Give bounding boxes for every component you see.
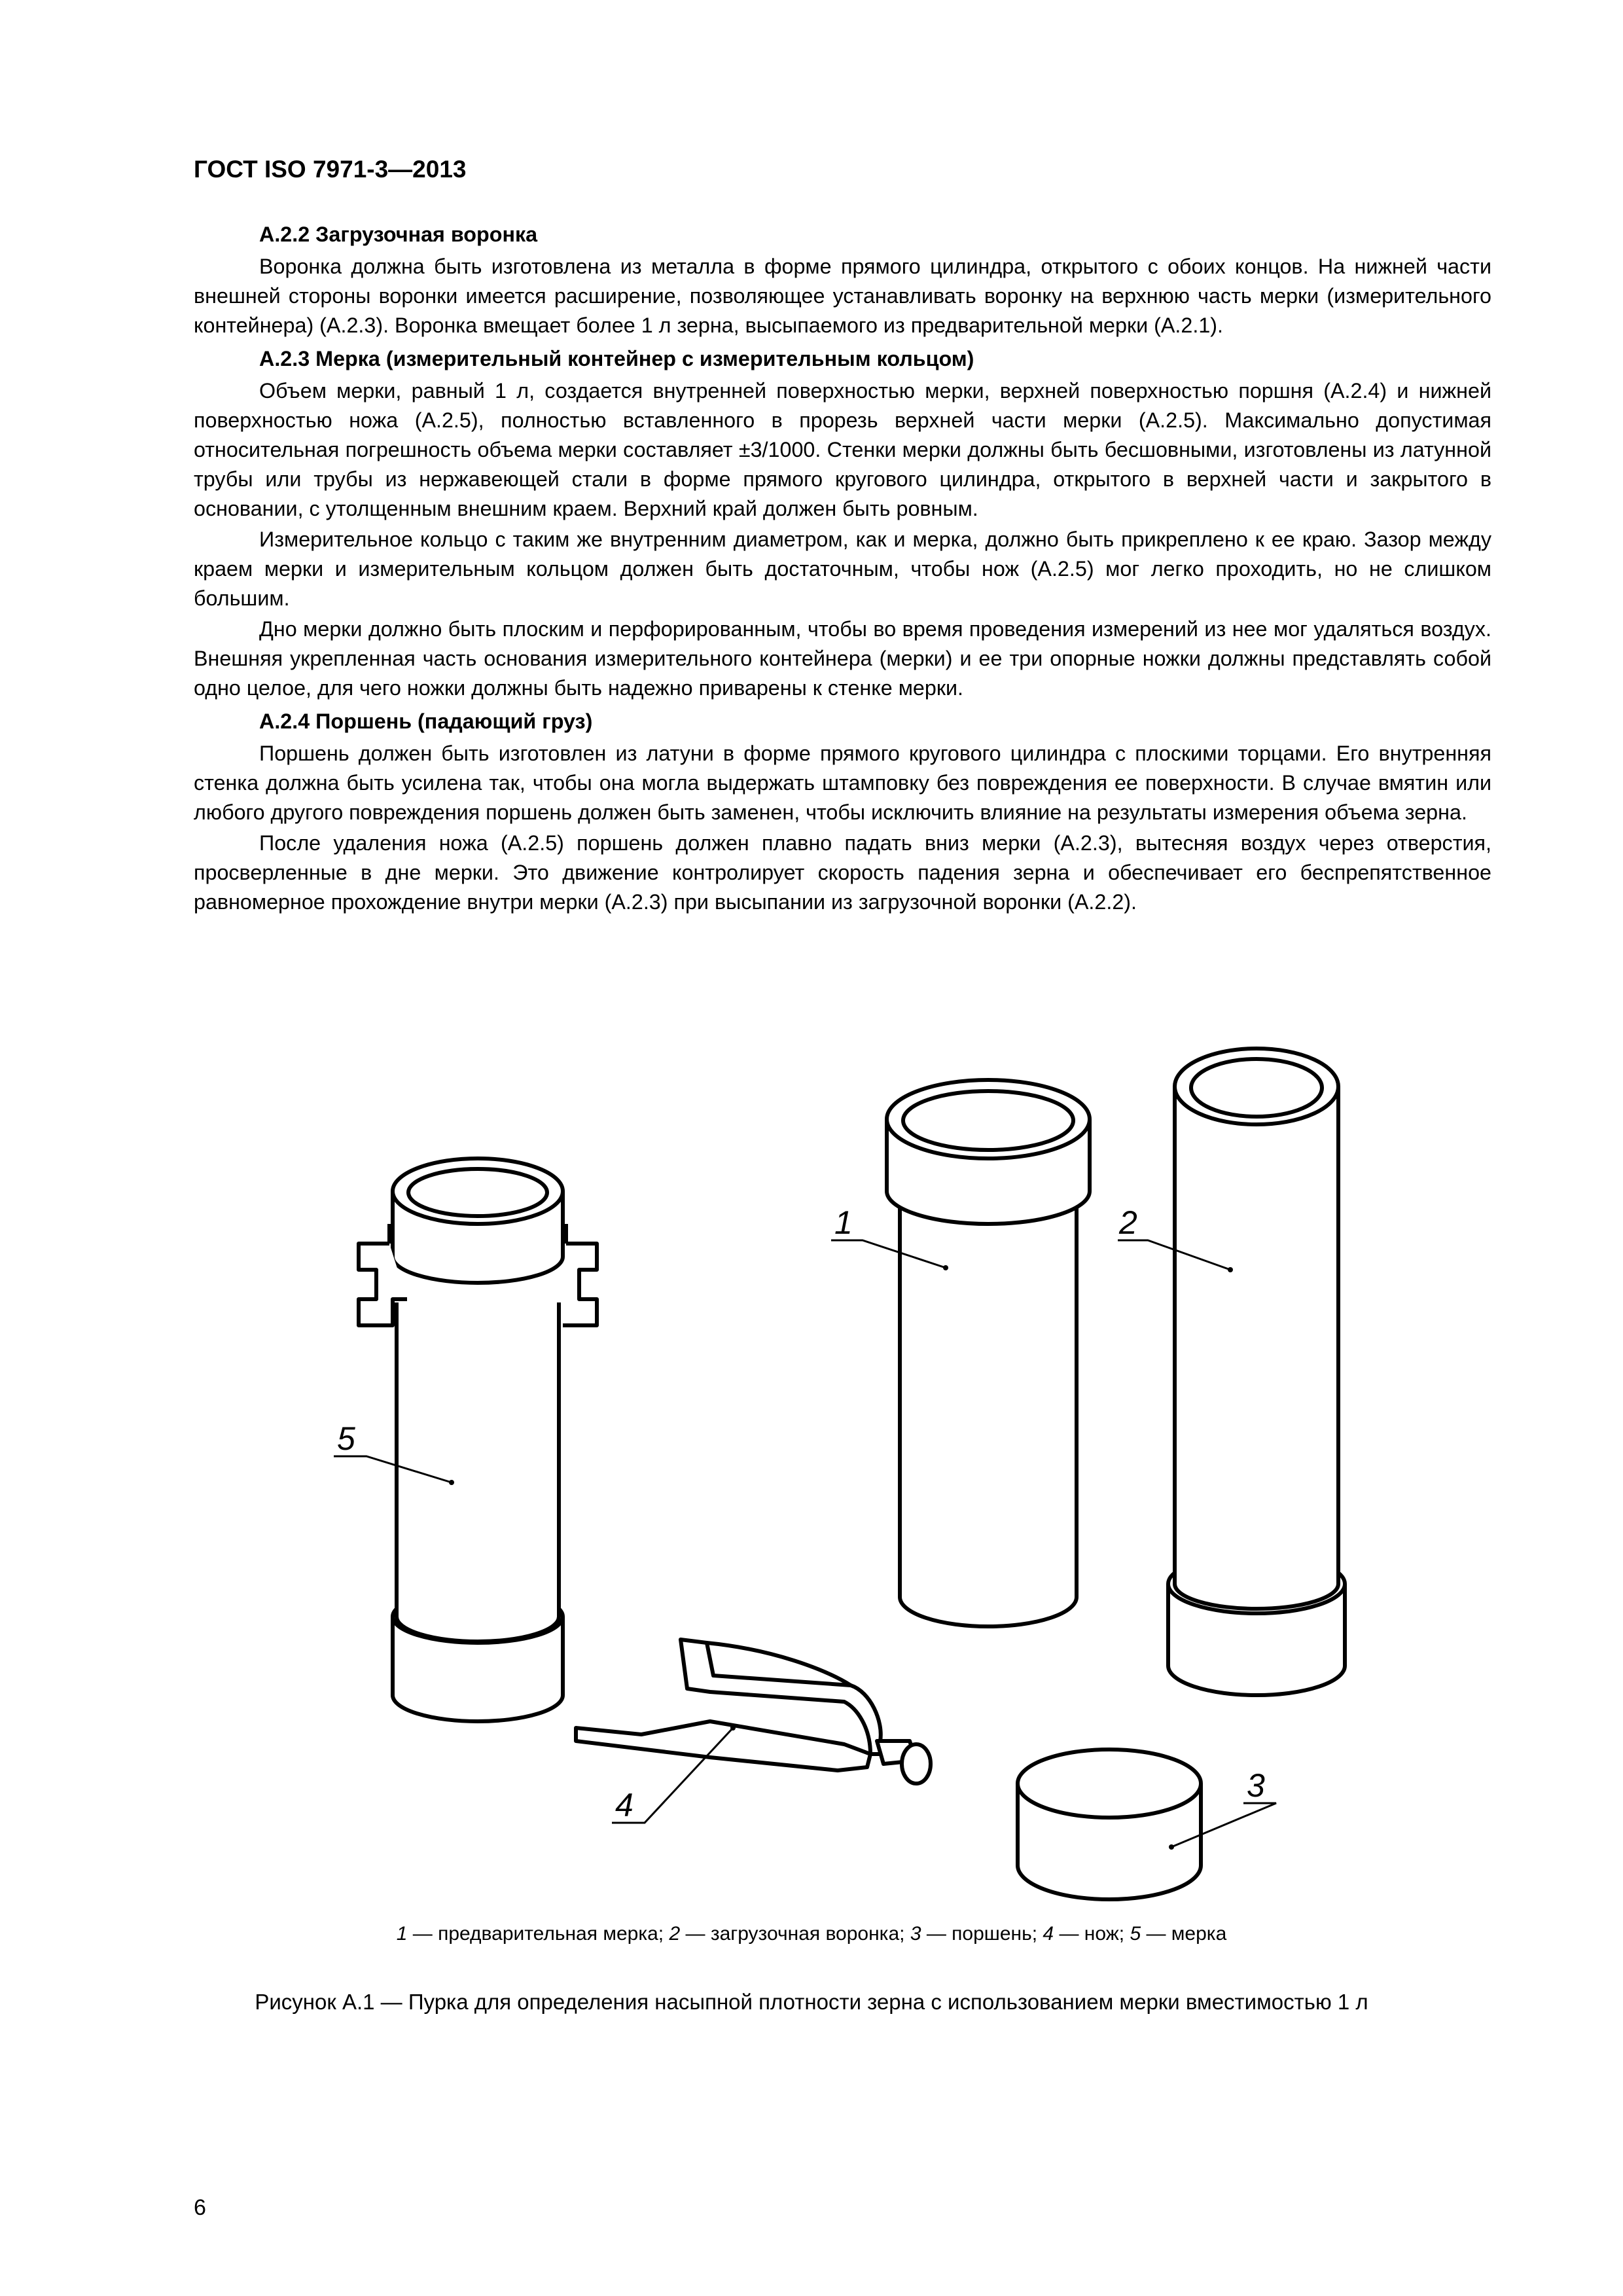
- paragraph: После удаления ножа (А.2.5) поршень должен плавно падать вниз мерки (А.2.3), вытесняя воздух через отверстия, просверленные в дне мерки. Это движение контролирует скорость падения зерна и обеспечивает его беспрепятственное равномерное прохождение внутри мерки (А.2.3) при высыпании из загрузочной воронки (А.2.2).: [194, 831, 1491, 914]
- callout-1: 1: [834, 1204, 853, 1241]
- page-number: 6: [194, 2195, 206, 2220]
- legend-num: 5: [1130, 1923, 1141, 1945]
- callout-5: 5: [337, 1420, 355, 1457]
- paragraph: Поршень должен быть изготовлен из латуни в форме прямого кругового цилиндра с плоскими торцами. Его внутренняя стенка должна быть усилена так, чтобы она могла выдержать штамповку без повреждения ее поверхности. В случае вмятин или любого другого повреждения поршень должен быть заменен, чтобы исключить влияние на результаты измерения объема зерна.: [194, 742, 1491, 824]
- legend-text: — предварительная мерка;: [407, 1923, 669, 1945]
- figure-caption: Рисунок А.1 — Пурка для определения насыпной плотности зерна с использованием мерки вместимостью 1 л: [255, 1990, 1368, 2014]
- legend-text: — мерка: [1141, 1923, 1227, 1945]
- piston-drawing: [1018, 1749, 1201, 1899]
- paragraph: Объем мерки, равный 1 л, создается внутренней поверхностью мерки, верхней поверхностью поршня (А.2.4) и нижней поверхностью ножа (А.2.5), полностью вставленного в прорезь верхней части мерки (А.2.5). Максимально допустимая относительная погрешность объема мерки составляет ±3/1000. Стенки мерки должны быть бесшовными, изготовлены из латунной трубы или трубы из нержавеющей стали в форме прямого кругового цилиндра, открытого в верхней части и закрытого в основании, с утолщенным внешним краем. Верхний край должен быть ровным.: [194, 379, 1491, 520]
- legend-text: — поршень;: [921, 1923, 1043, 1945]
- section-heading-a24: А.2.4 Поршень (падающий груз): [259, 709, 593, 733]
- document-header: ГОСТ ISO 7971-3—2013: [194, 156, 467, 183]
- legend-num: 4: [1043, 1923, 1054, 1945]
- preliminary-measure-drawing: [887, 1080, 1090, 1626]
- legend-num: 2: [669, 1923, 681, 1945]
- paragraph: Воронка должна быть изготовлена из металла в форме прямого цилиндра, открытого с обоих концов. На нижней части внешней стороны воронки имеется расширение, позволяющее устанавливать воронку на верхнюю часть мерки (измерительного контейнера) (А.2.3). Воронка вмещает более 1 л зерна, высыпаемого из предварительной мерки (А.2.1).: [194, 255, 1491, 337]
- legend-num: 3: [910, 1923, 921, 1945]
- legend-text: — загрузочная воронка;: [680, 1923, 910, 1945]
- knife-drawing: [576, 1640, 931, 1784]
- legend-num: 1: [396, 1923, 408, 1945]
- measure-drawing: [359, 1158, 597, 1721]
- callout-4: 4: [615, 1787, 633, 1823]
- section-heading-a23: А.2.3 Мерка (измерительный контейнер с измерительным кольцом): [259, 347, 974, 370]
- callout-2: 2: [1119, 1204, 1137, 1241]
- paragraph: Измерительное кольцо с таким же внутренним диаметром, как и мерка, должно быть прикреплено к ее краю. Зазор между краем мерки и измерительным кольцом должен быть достаточным, чтобы нож (А.2.5) мог легко проходить, но не слишком большим.: [194, 528, 1491, 610]
- legend-text: — нож;: [1054, 1923, 1130, 1945]
- paragraph: Дно мерки должно быть плоским и перфорированным, чтобы во время проведения измерений из нее мог удаляться воздух. Внешняя укрепленная часть основания измерительного контейнера (мерки) и ее три опорные ножки должны представлять собой одно целое, для чего ножки должны быть надежно приварены к стенке мерки.: [194, 617, 1491, 700]
- funnel-drawing: [1168, 1049, 1345, 1695]
- section-heading-a22: А.2.2 Загрузочная воронка: [259, 223, 538, 246]
- callout-3: 3: [1247, 1767, 1265, 1804]
- figure-drawing: [0, 1021, 1623, 1911]
- document-body: [194, 220, 1491, 917]
- figure-legend: [0, 1923, 1623, 1945]
